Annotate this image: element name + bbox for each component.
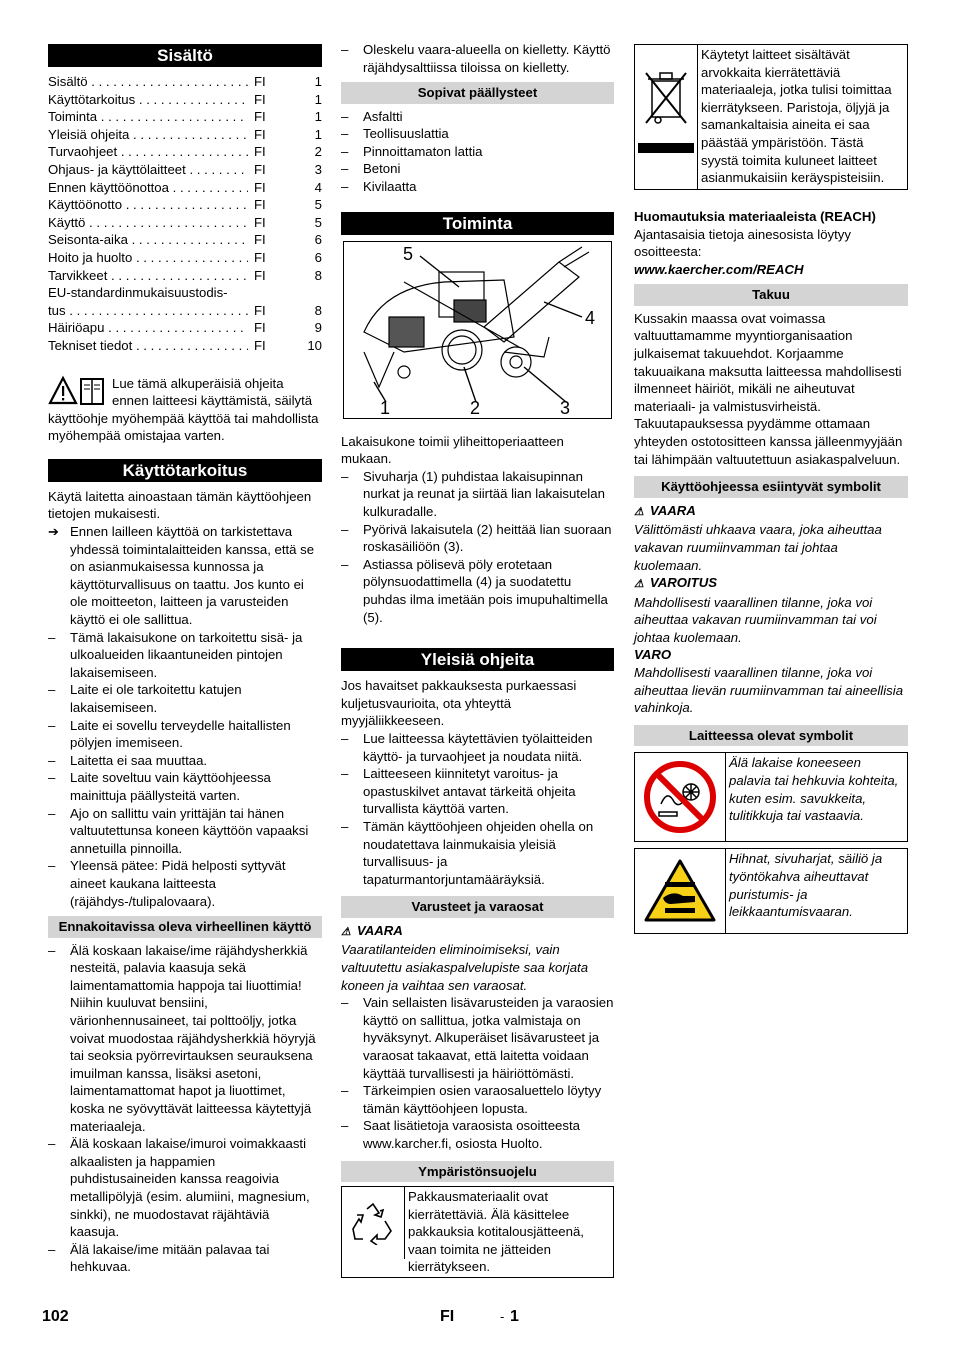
toc-entry-page: 2 — [314, 144, 322, 160]
symbolit-list — [634, 502, 908, 717]
list-item: – Laite ei ole tarkoitettu katujen lakaisemiseen. — [48, 681, 322, 716]
toc-entry[interactable] — [48, 108, 322, 126]
virheellinen-heading: Ennakoitavissa oleva virheellinen käyttö — [48, 916, 322, 938]
toc-entry-page: 5 — [314, 214, 322, 230]
list-item: – Älä lakaise/ime mitään palavaa tai hehkuvaa. — [48, 1241, 322, 1276]
col2-top-list — [341, 41, 614, 76]
toc-entry[interactable] — [48, 284, 322, 302]
toc-entry-lang: FI — [254, 144, 266, 160]
recycling-icon — [342, 1187, 405, 1259]
intro-note — [48, 375, 322, 445]
column-2 — [341, 41, 614, 1278]
toc-entry-lang: FI — [254, 267, 266, 283]
symbol-text: Mahdollisesti vaarallinen tilanne, joka voi aiheuttaa lievän ruumiinvamman tai aineellisia vahinkoja. — [634, 665, 904, 716]
toc-entry-lang: FI — [254, 302, 266, 318]
toc-entry-lang: FI — [254, 320, 266, 336]
list-item: – Pinnoittamaton lattia — [341, 143, 614, 161]
symbol-label: ⚠ VAROITUS — [634, 574, 908, 594]
kayttotarkoitus-intro: Käytä laitetta ainoastaan tämän käyttöohjeen tietojen mukaisesti. — [48, 488, 312, 522]
list-item: – Tämän käyttöohjeen ohjeiden ohella on noudatettava lainmukaisia yleisiä turvallisuus- ja tapaturmantorjuntamääräyksiä. — [341, 818, 614, 888]
toc-entry-lang: FI — [254, 197, 266, 213]
list-item: – Laite soveltuu vain käyttöohjeessa mainittuja päällysteitä varten. — [48, 769, 322, 804]
symbol-text: Välittömästi uhkaava vaara, joka aiheuttaa vakavan ruumiinvamman tai johtaa kuolemaan. — [634, 522, 882, 573]
toc-entry-page: 1 — [314, 126, 322, 142]
list-item: – Astiassa pölisevä pöly erotetaan pölynsuodattimella (4) ja suodatettu puhdas ilma imetään pois imupuhaltimella (5). — [341, 556, 614, 626]
varusteet-heading: Varusteet ja varaosat — [341, 896, 614, 918]
toc-entry-lang: FI — [254, 337, 266, 353]
toc-entry[interactable] — [48, 73, 322, 91]
toc-entry-title: Tarvikkeet . . . — [48, 267, 248, 285]
takuu-text: Kussakin maassa ovat voimassa valtuuttamamme myyntiorganisaation julkaisemat takuuehdot. Korjaamme takuuaikana maksutta laitteessa mahdollisesti ilmenneet häiriöt, mikäli ne aiheutuvat materiaali- ja valmistusvirheistä. Takuutapauksessa pyydämme ottamaan yhteyden ostotositteen kanssa jälleenmyyjään tai lähimpään valtuutettuun asiakaspalveluun. — [634, 310, 903, 467]
ymparisto-box — [341, 1186, 614, 1278]
toc-entry-title: Sisältö . . . — [48, 73, 248, 91]
toc-entry-title: Tekniset tiedot . . . — [48, 337, 248, 355]
toc-entry[interactable] — [48, 302, 322, 320]
warning-triangle-icon: ⚠ — [634, 505, 644, 518]
intro-note-text: Lue tämä alkuperäisiä ohjeita ennen laitteesi käyttämistä, säilytä käyttöohje myöhempää käyttöä tai mahdollista myöhempää omistajaa varten. — [48, 375, 319, 444]
yleisia-heading: Yleisiä ohjeita — [341, 648, 614, 671]
toc-entry[interactable] — [48, 337, 322, 355]
laite-symbolit-heading: Laitteessa olevat symbolit — [634, 725, 908, 747]
warning-triangle-icon: ⚠ — [634, 578, 644, 591]
toc-entry-lang: FI — [254, 109, 266, 125]
toc-entry-page: 4 — [314, 179, 322, 195]
toc-list — [48, 73, 322, 284]
paallysteet-heading: Sopivat päällysteet — [341, 82, 614, 104]
toc-entry-title: Hoito ja huolto . . . — [48, 249, 248, 267]
toiminta-intro: Lakaisukone toimii yliheittoperiaatteen mukaan. — [341, 433, 564, 467]
toc-entry[interactable] — [48, 161, 322, 179]
toc-heading: Sisältö — [48, 44, 322, 67]
varusteet-warning-label: ⚠ VAARA — [341, 922, 614, 942]
footer-num: 1 — [510, 1308, 519, 1325]
no-burning-text: Älä lakaise koneeseen palavia tai hehkuvia kohteita, kuten esim. savukkeita, tulitikkuja tai vastaavia. — [729, 755, 899, 824]
toc-entry-lang: FI — [254, 249, 266, 265]
toc-entry-page: 3 — [314, 161, 322, 177]
list-item: – Kivilaatta — [341, 178, 614, 196]
yleisia-intro: Jos havaitset pakkauksesta purkaessasi kuljetusvaurioita, ota yhteyttä myyjäliikkeeseen. — [341, 678, 577, 729]
list-item: – Laite ei sovellu terveydelle haitallisten pölyjen imemiseen. — [48, 717, 322, 752]
list-item: – Älä koskaan lakaise/imuroi voimakkaasti alkaalisten ja happamien puhdistusaineiden kanssa reagoivia metallipölyjä (esim. alumiini, magnesium, sinkki), ne muodostavat räjähtäviä kaasuja. — [48, 1135, 322, 1241]
crush-hazard-text: Hihnat, sivuharjat, säiliö ja työntökahva aiheuttavat puristumis- ja leikkaantumisvaaran. — [729, 851, 883, 920]
toc-entry-title: Käyttöönotto . . . — [48, 196, 248, 214]
varusteet-list — [341, 994, 614, 1152]
toc-entry-lang: FI — [254, 91, 266, 107]
toc-entry-lang: FI — [254, 126, 266, 142]
figure-label-4: 4 — [585, 307, 596, 328]
toc-entry[interactable] — [48, 196, 322, 214]
sweeper-illustration — [344, 242, 611, 418]
toc-entry[interactable] — [48, 143, 322, 161]
figure-label-3: 3 — [560, 397, 571, 418]
toc-entry-title: Häiriöapu . . . — [48, 319, 248, 337]
crossed-bin-icon — [635, 45, 698, 189]
toc-entry-lang: FI — [254, 232, 266, 248]
figure-label-1: 1 — [380, 397, 391, 418]
toc-entry-lang: FI — [254, 214, 266, 230]
arrow-item — [48, 523, 322, 629]
toiminta-list — [341, 468, 614, 626]
list-item: – Betoni — [341, 160, 614, 178]
toc-entry[interactable] — [48, 214, 322, 232]
virheellinen-list — [48, 942, 322, 1276]
toc-entry[interactable] — [48, 231, 322, 249]
toc-entry-page: 1 — [314, 91, 322, 107]
toc-entry-title: Toiminta . . . — [48, 108, 248, 126]
column-1 — [48, 44, 322, 1276]
reach-title: Huomautuksia materiaaleista (REACH) — [634, 209, 876, 224]
toc-entry[interactable] — [48, 319, 322, 337]
symbolit-heading: Käyttöohjeessa esiintyvät symbolit — [634, 476, 908, 498]
toc-entry[interactable] — [48, 179, 322, 197]
warning-manual-icon — [48, 375, 108, 409]
list-item: – Teollisuuslattia — [341, 125, 614, 143]
toc-entry-page: 8 — [314, 267, 322, 283]
sweeper-figure — [343, 241, 612, 419]
toc-entry-lang: FI — [254, 161, 266, 177]
toc-entry-title: Käyttötarkoitus . . . — [48, 91, 248, 109]
no-burning-box — [634, 752, 908, 842]
reach-url[interactable]: www.kaercher.com/REACH — [634, 261, 804, 277]
list-item: – Tämä lakaisukone on tarkoitettu sisä- ja ulkoalueiden likaantuneiden pintojen lakaisemiseen. — [48, 629, 322, 682]
toc-entry-title: Käyttö . . . — [48, 214, 248, 232]
paallysteet-list — [341, 108, 614, 196]
list-item: – Asfaltti — [341, 108, 614, 126]
toc-entry-title: tus . . . — [48, 302, 248, 320]
symbol-text: Mahdollisesti vaarallinen tilanne, joka voi aiheuttaa vakavan ruumiinvamman tai voi johtaa kuolemaan. — [634, 594, 877, 645]
arrow-item-text: Ennen lailleen käyttöä on tarkistettava yhdessä toimintalaitteiden kanssa, että se on asianmukaisessa kunnossa ja käyttöturvallisuus on taattu. Jos kunto ei ole moitteeton, laitteen ja varusteiden käyttö ei ole sallittua. — [70, 524, 315, 628]
list-item: – Laitetta ei saa muuttaa. — [48, 752, 322, 770]
page-number: 102 — [42, 1308, 69, 1325]
toc-entry-page: 8 — [314, 302, 322, 318]
ymparisto-box-text: Pakkausmateriaalit ovat kierrätettäviä. Älä käsittelee pakkauksia kotitalousjätteenä, vaan toimita ne jätteiden kierrätykseen. — [408, 1189, 584, 1275]
weee-box — [634, 44, 908, 190]
kayttotarkoitus-list — [48, 629, 322, 911]
toc-entry-page: 1 — [314, 109, 322, 125]
toc-entry[interactable] — [48, 249, 322, 267]
toc-entry-title: Turvaohjeet . . . — [48, 143, 248, 161]
varusteet-warning-text: Vaaratilanteiden eliminoimiseksi, vain valtuutettu asiakaspalvelupiste saa korjata koneen ja vaihtaa sen varaosat. — [341, 942, 589, 993]
toc-entry-lang: FI — [254, 74, 266, 89]
arrow-right-icon: ➔ — [48, 524, 60, 540]
toc-entry-title: EU-standardinmukaisuustodis- — [48, 285, 228, 301]
reach-text: Ajantasaisia tietoja ainesosista löytyy osoitteesta: — [634, 226, 851, 260]
no-burning-objects-icon — [635, 753, 726, 841]
list-item: – Ajo on sallittu vain yrittäjän tai hänen valtuutettunsa koneen käyttöön vapaaksi annetuilla pinnoilla. — [48, 805, 322, 858]
column-3 — [634, 44, 908, 934]
list-item: – Tärkeimpien osien varaosaluettelo löytyy tämän käyttöohjeen lopusta. — [341, 1082, 614, 1117]
toc-entry-page: 1 — [314, 74, 322, 89]
toc-entry[interactable] — [48, 126, 322, 144]
toc-entry-title: Yleisiä ohjeita . . . — [48, 126, 248, 144]
list-item: – Älä koskaan lakaise/ime räjähdysherkkiä nesteitä, palavia kaasuja sekä laimentamattomia happoja tai liuottimia! Niihin kuuluvat bensiini, värionhennusaineet, tai polttoöljy, jotka voivat muodostaa räjähdysherkkiä höyryjä tai seoksia pyörrevirtauksen seurauksena imuilman kanssa, lisäksi asetoni, laimentamattomat hapot ja liuottimet, koska ne syövyttävät laitteessa käytettyjä materiaaleja. — [48, 942, 322, 1136]
takuu-heading: Takuu — [634, 284, 908, 306]
toiminta-heading: Toiminta — [341, 212, 614, 235]
list-item: – Sivuharja (1) puhdistaa lakaisupinnan nurkat ja reunat ja siirtää lian lakaisutelan kulkuradalle. — [341, 468, 614, 521]
list-item: – Lue laitteessa käytettävien työlaitteiden käyttö- ja turvaohjeet ja noudata niitä. — [341, 730, 614, 765]
toc-entry-lang: FI — [254, 179, 266, 195]
list-item: – Saat lisätietoja varaosista osoitteesta www.karcher.fi, osiosta Huolto. — [341, 1117, 614, 1152]
toc-entry[interactable] — [48, 267, 322, 285]
toc-entry[interactable] — [48, 91, 322, 109]
toc-entry-page: 5 — [314, 197, 322, 213]
symbol-label: VARO — [634, 647, 672, 663]
toc-entry-title: Ohjaus- ja käyttölaitteet . . . — [48, 161, 248, 179]
ymparisto-heading: Ympäristönsuojelu — [341, 1161, 614, 1183]
crush-hazard-icon — [635, 849, 726, 933]
kayttotarkoitus-heading: Käyttötarkoitus — [48, 459, 322, 482]
toc-entry-title: Seisonta-aika . . . — [48, 231, 248, 249]
list-item: – Pyörivä lakaisutela (2) heittää lian suoraan roskasäiliöön (3). — [341, 521, 614, 556]
figure-label-2: 2 — [470, 397, 481, 418]
figure-label-5: 5 — [403, 243, 414, 264]
symbol-label: ⚠ VAARA — [634, 502, 908, 522]
toc-entry-page: 6 — [314, 232, 322, 248]
weee-box-text: Käytetyt laitteet sisältävät arvokkaita kierrätettäviä materiaaleja, jotka tulisi toimittaa kierrätykseen. Paristoja, öljyjä ja samankaltaisia aineita ei saa päästää ympäristöön. Tästä syystä toimita kuluneet laitteet asianmukaisiin keräyspisteisiin. — [701, 47, 892, 186]
toc-entry-page: 6 — [314, 249, 322, 265]
warning-triangle-icon: ⚠ — [341, 925, 351, 938]
footer-lang: FI — [440, 1308, 455, 1325]
crush-hazard-box — [634, 848, 908, 934]
list-item: – Vain sellaisten lisävarusteiden ja varaosien käyttö on sallittua, jotka valmistaja on hyväksynyt. Alkuperäiset lisävarusteet ja varaosat takaavat, että laitetta voidaan käyttää turvallisesti ja häiriöttömästi. — [341, 994, 614, 1082]
list-item: – Laitteeseen kiinnitetyt varoitus- ja opastuskilvet antavat tärkeitä ohjeita turvallista käyttöä varten. — [341, 765, 614, 818]
toc-entry-page: 9 — [314, 320, 322, 336]
list-item: – Yleensä pätee: Pidä helposti syttyvät aineet kaukana laitteesta (räjähdys-/tulipalovaara). — [48, 857, 322, 910]
toc-entry-title: Ennen käyttöönottoa . . . — [48, 179, 248, 197]
toc-list-2 — [48, 319, 322, 354]
yleisia-list — [341, 730, 614, 888]
list-item: – Oleskelu vaara-alueella on kielletty. Käyttö räjähdysalttiissa tiloissa on kielletty. — [341, 41, 614, 76]
footer-sep: - — [500, 1309, 505, 1324]
toc-entry-page: 10 — [307, 337, 322, 353]
